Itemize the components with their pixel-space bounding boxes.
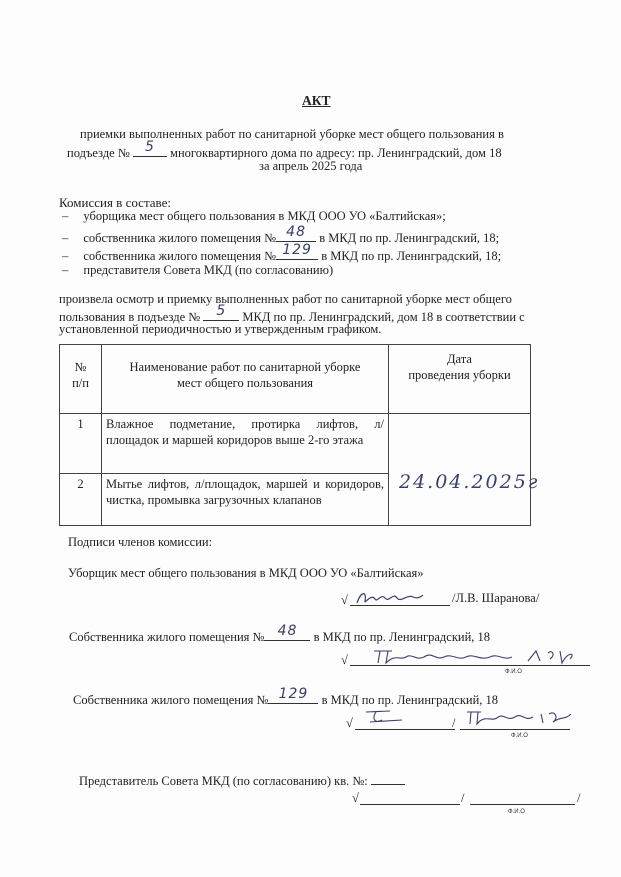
owner-2-address: в МКД по пр. Ленинградский, 18 [321,693,499,707]
signature-scribble-icon [465,708,575,728]
owner-1-address: в МКД по пр. Ленинградский, 18 [313,630,491,644]
apartment-2-handwritten: 129 [282,242,312,258]
owner-1-apartment-field [264,623,310,641]
list-dash: – [62,231,69,245]
commission-item-4-text: представителя Совета МКД (по согласованию) [83,263,334,277]
statement-address: МКД по пр. Ленинградский, дом 18 в соответствии с [242,310,525,324]
representative-slash-1: / [461,791,465,805]
representative-slash-2: / [577,791,581,805]
header-date-line-1: Дата [447,352,472,366]
header-date [389,345,531,414]
apartment-1-field [276,224,316,242]
cleaner-label: Уборщик мест общего пользования в МКД ООО УО «Балтийская» [68,566,424,580]
commission-heading: Комиссия в составе: [59,195,171,210]
list-dash: – [62,249,69,263]
owner-1-row [69,623,491,645]
owner-2-label: Собственника жилого помещения № [73,693,269,707]
representative-signature-line-b [470,804,575,805]
owner-2-signature [362,708,422,731]
cleaner-check: √ [341,593,348,607]
statement-line-3: установленной периодичностью и утвержденным графиком. [59,322,382,336]
representative-row [79,771,405,789]
owner-2-row [73,686,499,708]
owner-1-fio-caption: Ф.И.О [505,669,522,675]
representative-apartment-field [371,771,405,785]
signature-scribble-icon [372,647,582,667]
header-work-name [102,345,389,414]
owner-1-signature [372,647,582,671]
works-table [59,344,540,526]
subtitle-entrance-label: подъезде № [67,146,130,160]
apartment-2-field [276,242,318,260]
representative-label: Представитель Совета МКД (по согласованию) кв. №: [79,774,368,788]
header-number-line-2: п/п [72,376,89,390]
cleaner-signature [355,589,425,611]
statement-entrance-field [203,303,239,321]
date-handwritten: 24.04.2025г [399,471,540,493]
signature-scribble-icon [362,708,422,728]
representative-fio-caption: Ф.И.О [508,809,525,815]
commission-item-3-label: собственника жилого помещения № [83,249,277,263]
owner-2-name-handwritten [465,708,575,731]
cleaner-name: /Л.В. Шаранова/ [452,591,540,605]
signature-scribble-icon [355,589,425,607]
row-1-number: 1 [60,414,102,474]
commission-item-3 [62,242,502,264]
list-dash: – [62,209,69,223]
header-date-line-2: проведения уборки [408,368,511,382]
commission-item-1 [62,209,446,224]
row-1-work: Влажное подметание, протирка лифтов, л/площадок и маршей коридоров выше 2-го этажа [102,414,389,474]
owner-2-apartment-field [268,686,318,704]
commission-item-3-address: в МКД по пр. Ленинградский, 18; [321,249,502,263]
apartment-1-handwritten: 48 [286,224,306,240]
subtitle-address: многоквартирного дома по адресу: пр. Ленинградский, дом 18 [170,146,502,160]
statement-entrance-label: пользования в подъезде № [59,310,201,324]
representative-signature-line-a [360,804,460,805]
row-2-number: 2 [60,474,102,526]
representative-check: √ [352,791,359,805]
owner-1-label: Собственника жилого помещения № [69,630,265,644]
list-dash: – [62,263,69,277]
subtitle-line-1: приемки выполненных работ по санитарной уборке мест общего пользования в [80,127,504,141]
commission-item-1-text: уборщика мест общего пользования в МКД ООО УО «Балтийская»; [83,209,446,223]
commission-item-2-label: собственника жилого помещения № [83,231,277,245]
header-work-name-line-1: Наименование работ по санитарной уборке [129,360,361,374]
subtitle-period: за апрель 2025 года [259,159,363,173]
owner-2-slash: / [452,716,456,730]
owner-1-apartment-handwritten: 48 [277,623,298,639]
header-number-line-1: № [74,360,87,374]
commission-item-2-address: в МКД по пр. Ленинградский, 18; [319,231,500,245]
entrance-field [133,139,167,157]
table-header-row [60,345,531,414]
date-cell [389,414,540,526]
owner-2-check: √ [346,716,353,730]
entrance-handwritten: 5 [144,139,155,155]
owner-2-fio-caption: Ф.И.О [511,733,528,739]
signatures-heading: Подписи членов комиссии: [68,535,213,549]
commission-item-4 [62,263,333,278]
statement-line-1: произвела осмотр и приемку выполненных работ по санитарной уборке мест общего [59,292,512,306]
header-work-name-line-2: мест общего пользования [176,376,314,390]
owner-1-check: √ [341,653,348,667]
header-number [60,345,102,414]
owner-2-apartment-handwritten: 129 [278,686,309,702]
table-row [60,414,531,474]
document-title: АКТ [302,93,331,108]
row-2-work: Мытье лифтов, л/площадок, маршей и коридоров, чистка, промывка загрузочных клапанов [102,474,389,526]
statement-entrance-handwritten: 5 [216,303,227,319]
